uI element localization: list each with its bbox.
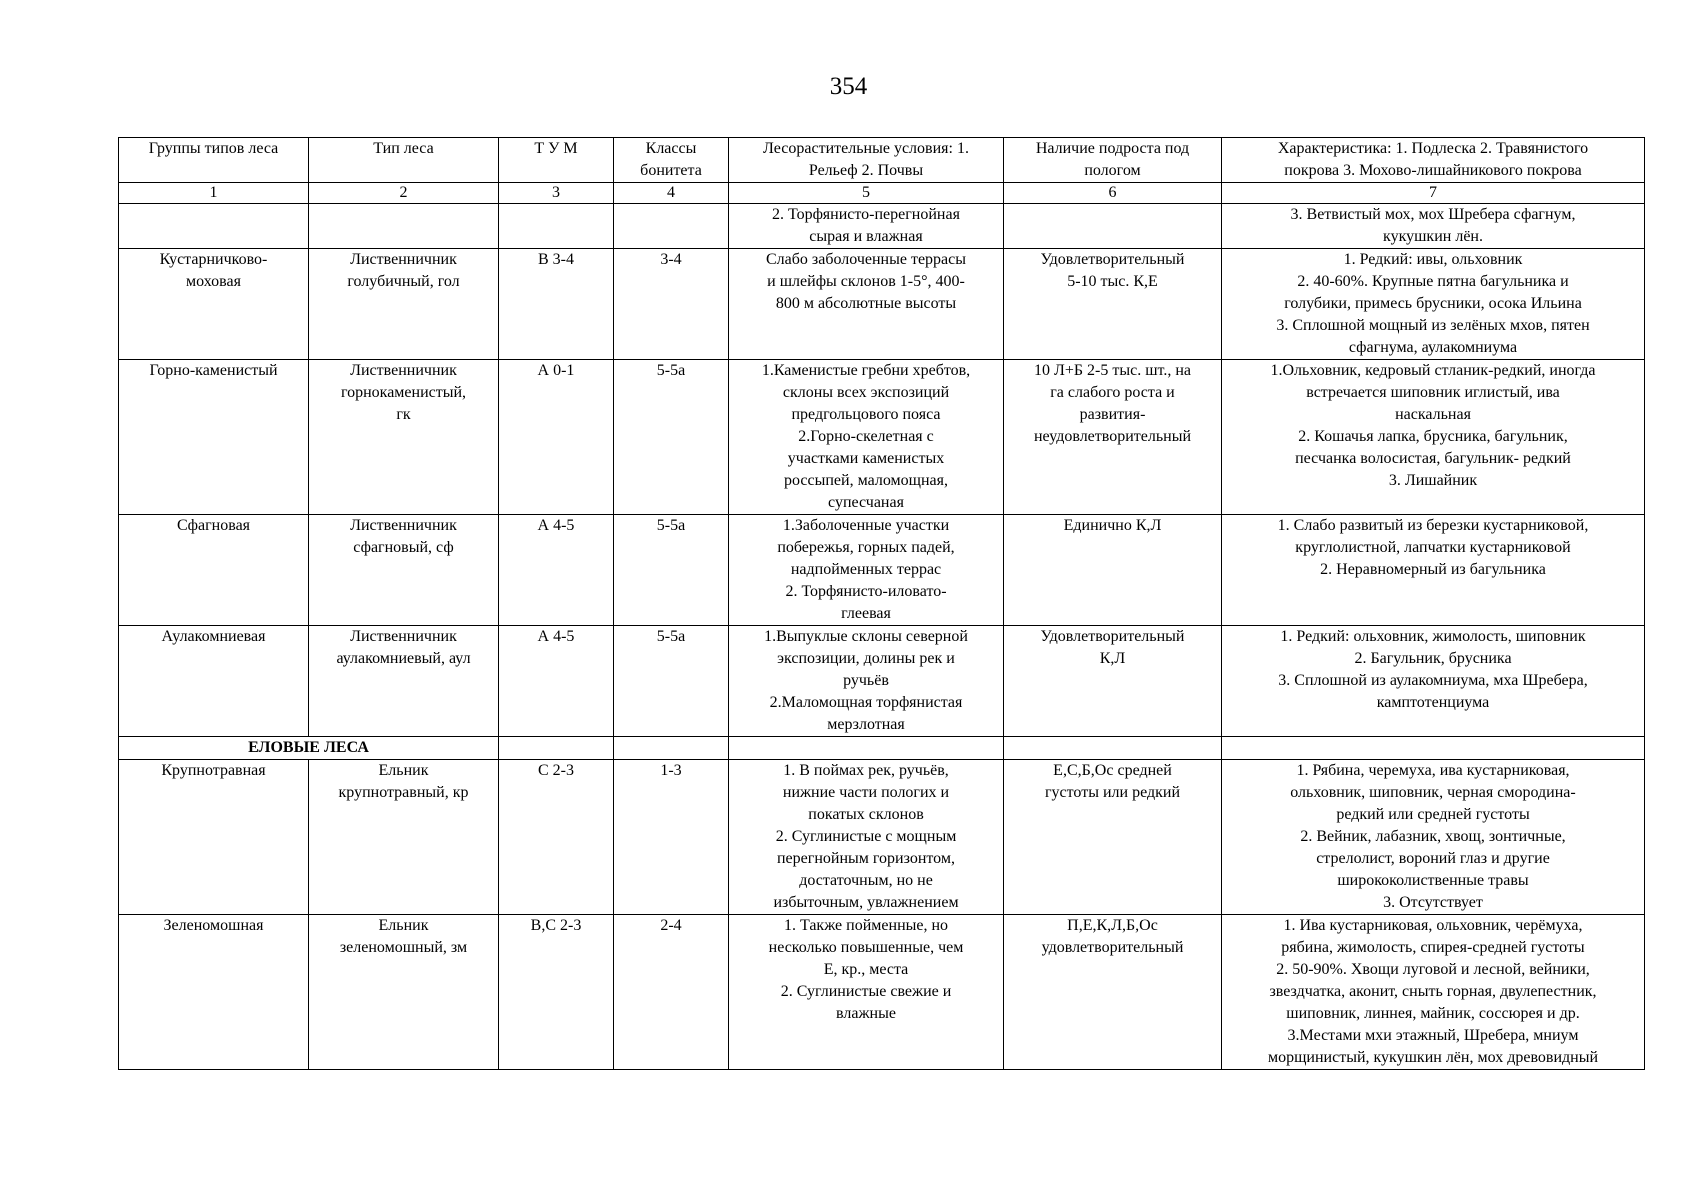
- table-cell: [614, 204, 729, 249]
- table-cell: Лиственничник аулакомниевый, аул: [309, 626, 499, 737]
- section-title: ЕЛОВЫЕ ЛЕСА: [119, 737, 499, 760]
- table-cell: 1. Ива кустарниковая, ольховник, черёмуха, рябина, жимолость, спирея-средней густоты 2. 50-90%. Хвощи луговой и лесной, вейники, звездчатка, аконит, сныть горная, двулепестник, шиповник, линнея, майник, соссюрея и др. 3.Местами мхи этажный, Шребера, мниум морщинистый, кукушкин лён, мох древовидный: [1222, 915, 1645, 1070]
- header-cell: Группы типов леса: [119, 138, 309, 183]
- forest-types-table: [118, 137, 1645, 1070]
- table-cell: [499, 204, 614, 249]
- table-cell: 1. Редкий: ивы, ольховник 2. 40-60%. Крупные пятна багульника и голубики, примесь брусники, осока Ильина 3. Сплошной мощный из зелёных мхов, пятен сфагнума, аулакомниума: [1222, 249, 1645, 360]
- table-cell: Ельник крупнотравный, кр: [309, 760, 499, 915]
- table-cell: В 3-4: [499, 249, 614, 360]
- section-row: [119, 737, 1645, 760]
- header-cell: Наличие подроста под пологом: [1004, 138, 1222, 183]
- column-number: 5: [729, 183, 1004, 204]
- table-cell: 1. Редкий: ольховник, жимолость, шиповник 2. Багульник, брусника 3. Сплошной из аулакомниума, мха Шребера, камптотенциума: [1222, 626, 1645, 737]
- table-cell: [729, 737, 1004, 760]
- table-cell: 1.Заболоченные участки побережья, горных падей, надпойменных террас 2. Торфянисто-иловато- глеевая: [729, 515, 1004, 626]
- column-number-row: [119, 183, 1645, 204]
- column-number: 6: [1004, 183, 1222, 204]
- table-cell: 1-3: [614, 760, 729, 915]
- header-row: [119, 138, 1645, 183]
- table-row: [119, 760, 1645, 915]
- table-cell: 3-4: [614, 249, 729, 360]
- table-cell: В,С 2-3: [499, 915, 614, 1070]
- table-cell: [309, 204, 499, 249]
- table-cell: 1. Слабо развитый из березки кустарниковой, круглолистной, лапчатки кустарниковой 2. Неравномерный из багульника: [1222, 515, 1645, 626]
- page-number: 354: [829, 73, 868, 100]
- column-number: 4: [614, 183, 729, 204]
- table-cell: 2-4: [614, 915, 729, 1070]
- table-cell: 1. Также пойменные, но несколько повышенные, чем Е, кр., места 2. Суглинистые свежие и влажные: [729, 915, 1004, 1070]
- table-cell: 3. Ветвистый мох, мох Шребера сфагнум, кукушкин лён.: [1222, 204, 1645, 249]
- table-cell: Удовлетворительный 5-10 тыс. К,Е: [1004, 249, 1222, 360]
- column-number: 1: [119, 183, 309, 204]
- table-row: [119, 515, 1645, 626]
- table-cell: Горно-каменистый: [119, 360, 309, 515]
- table-cell: Аулакомниевая: [119, 626, 309, 737]
- column-number: 7: [1222, 183, 1645, 204]
- table-cell: Лиственничник горнокаменистый, гк: [309, 360, 499, 515]
- table-cell: Ельник зеленомошный, зм: [309, 915, 499, 1070]
- table-cell: Лиственничник голубичный, гол: [309, 249, 499, 360]
- table-cell: 1. Рябина, черемуха, ива кустарниковая, ольховник, шиповник, черная смородина- редкий или средней густоты 2. Вейник, лабазник, хвощ, зонтичные, стрелолист, вороний глаз и другие ширококолиственные травы 3. Отсутствует: [1222, 760, 1645, 915]
- header-cell: Классы бонитета: [614, 138, 729, 183]
- table-cell: 1. В поймах рек, ручьёв, нижние части пологих и покатых склонов 2. Суглинистые с мощным перегнойным горизонтом, достаточным, но не избыточным, увлажнением: [729, 760, 1004, 915]
- table-cell: [119, 204, 309, 249]
- table-cell: 1.Ольховник, кедровый стланик-редкий, иногда встречается шиповник иглистый, ива наскальная 2. Кошачья лапка, брусника, багульник, песчанка волосистая, багульник- редкий 3. Лишайник: [1222, 360, 1645, 515]
- table-cell: А 0-1: [499, 360, 614, 515]
- table-cell: Зеленомошная: [119, 915, 309, 1070]
- table-cell: [614, 737, 729, 760]
- table-cell: Лиственничник сфагновый, сф: [309, 515, 499, 626]
- table-row: [119, 915, 1645, 1070]
- table-cell: П,Е,К,Л,Б,Ос удовлетворительный: [1004, 915, 1222, 1070]
- column-number: 3: [499, 183, 614, 204]
- table-cell: 2. Торфянисто-перегнойная сырая и влажная: [729, 204, 1004, 249]
- table-row: [119, 360, 1645, 515]
- table-cell: 5-5а: [614, 360, 729, 515]
- table-cell: [1222, 737, 1645, 760]
- header-cell: Тип леса: [309, 138, 499, 183]
- table-cell: [1004, 737, 1222, 760]
- table-row: [119, 626, 1645, 737]
- table-cell: Единично К,Л: [1004, 515, 1222, 626]
- table-cell: Кустарничково- моховая: [119, 249, 309, 360]
- table-cell: Удовлетворительный К,Л: [1004, 626, 1222, 737]
- table-cell: 1.Выпуклые склоны северной экспозиции, долины рек и ручьёв 2.Маломощная торфянистая мерзлотная: [729, 626, 1004, 737]
- table-cell: Сфагновая: [119, 515, 309, 626]
- table-cell: 10 Л+Б 2-5 тыс. шт., на га слабого роста и развития- неудовлетворительный: [1004, 360, 1222, 515]
- table-cell: 5-5а: [614, 515, 729, 626]
- table-cell: С 2-3: [499, 760, 614, 915]
- table-row: [119, 249, 1645, 360]
- header-cell: Лесорастительные условия: 1. Рельеф 2. Почвы: [729, 138, 1004, 183]
- table-cell: 5-5а: [614, 626, 729, 737]
- table-cell: [499, 737, 614, 760]
- table-cell: Е,С,Б,Ос средней густоты или редкий: [1004, 760, 1222, 915]
- table-cell: [1004, 204, 1222, 249]
- header-cell: Характеристика: 1. Подлеска 2. Травянистого покрова 3. Мохово-лишайникового покрова: [1222, 138, 1645, 183]
- table-cell: Крупнотравная: [119, 760, 309, 915]
- table-cell: 1.Каменистые гребни хребтов, склоны всех экспозиций предгольцового пояса 2.Горно-скелетная с участками каменистых россыпей, маломощная, супесчаная: [729, 360, 1004, 515]
- table-cell: Слабо заболоченные террасы и шлейфы склонов 1-5°, 400- 800 м абсолютные высоты: [729, 249, 1004, 360]
- column-number: 2: [309, 183, 499, 204]
- table-cell: А 4-5: [499, 515, 614, 626]
- table-row: [119, 204, 1645, 249]
- header-cell: Т У М: [499, 138, 614, 183]
- table-cell: А 4-5: [499, 626, 614, 737]
